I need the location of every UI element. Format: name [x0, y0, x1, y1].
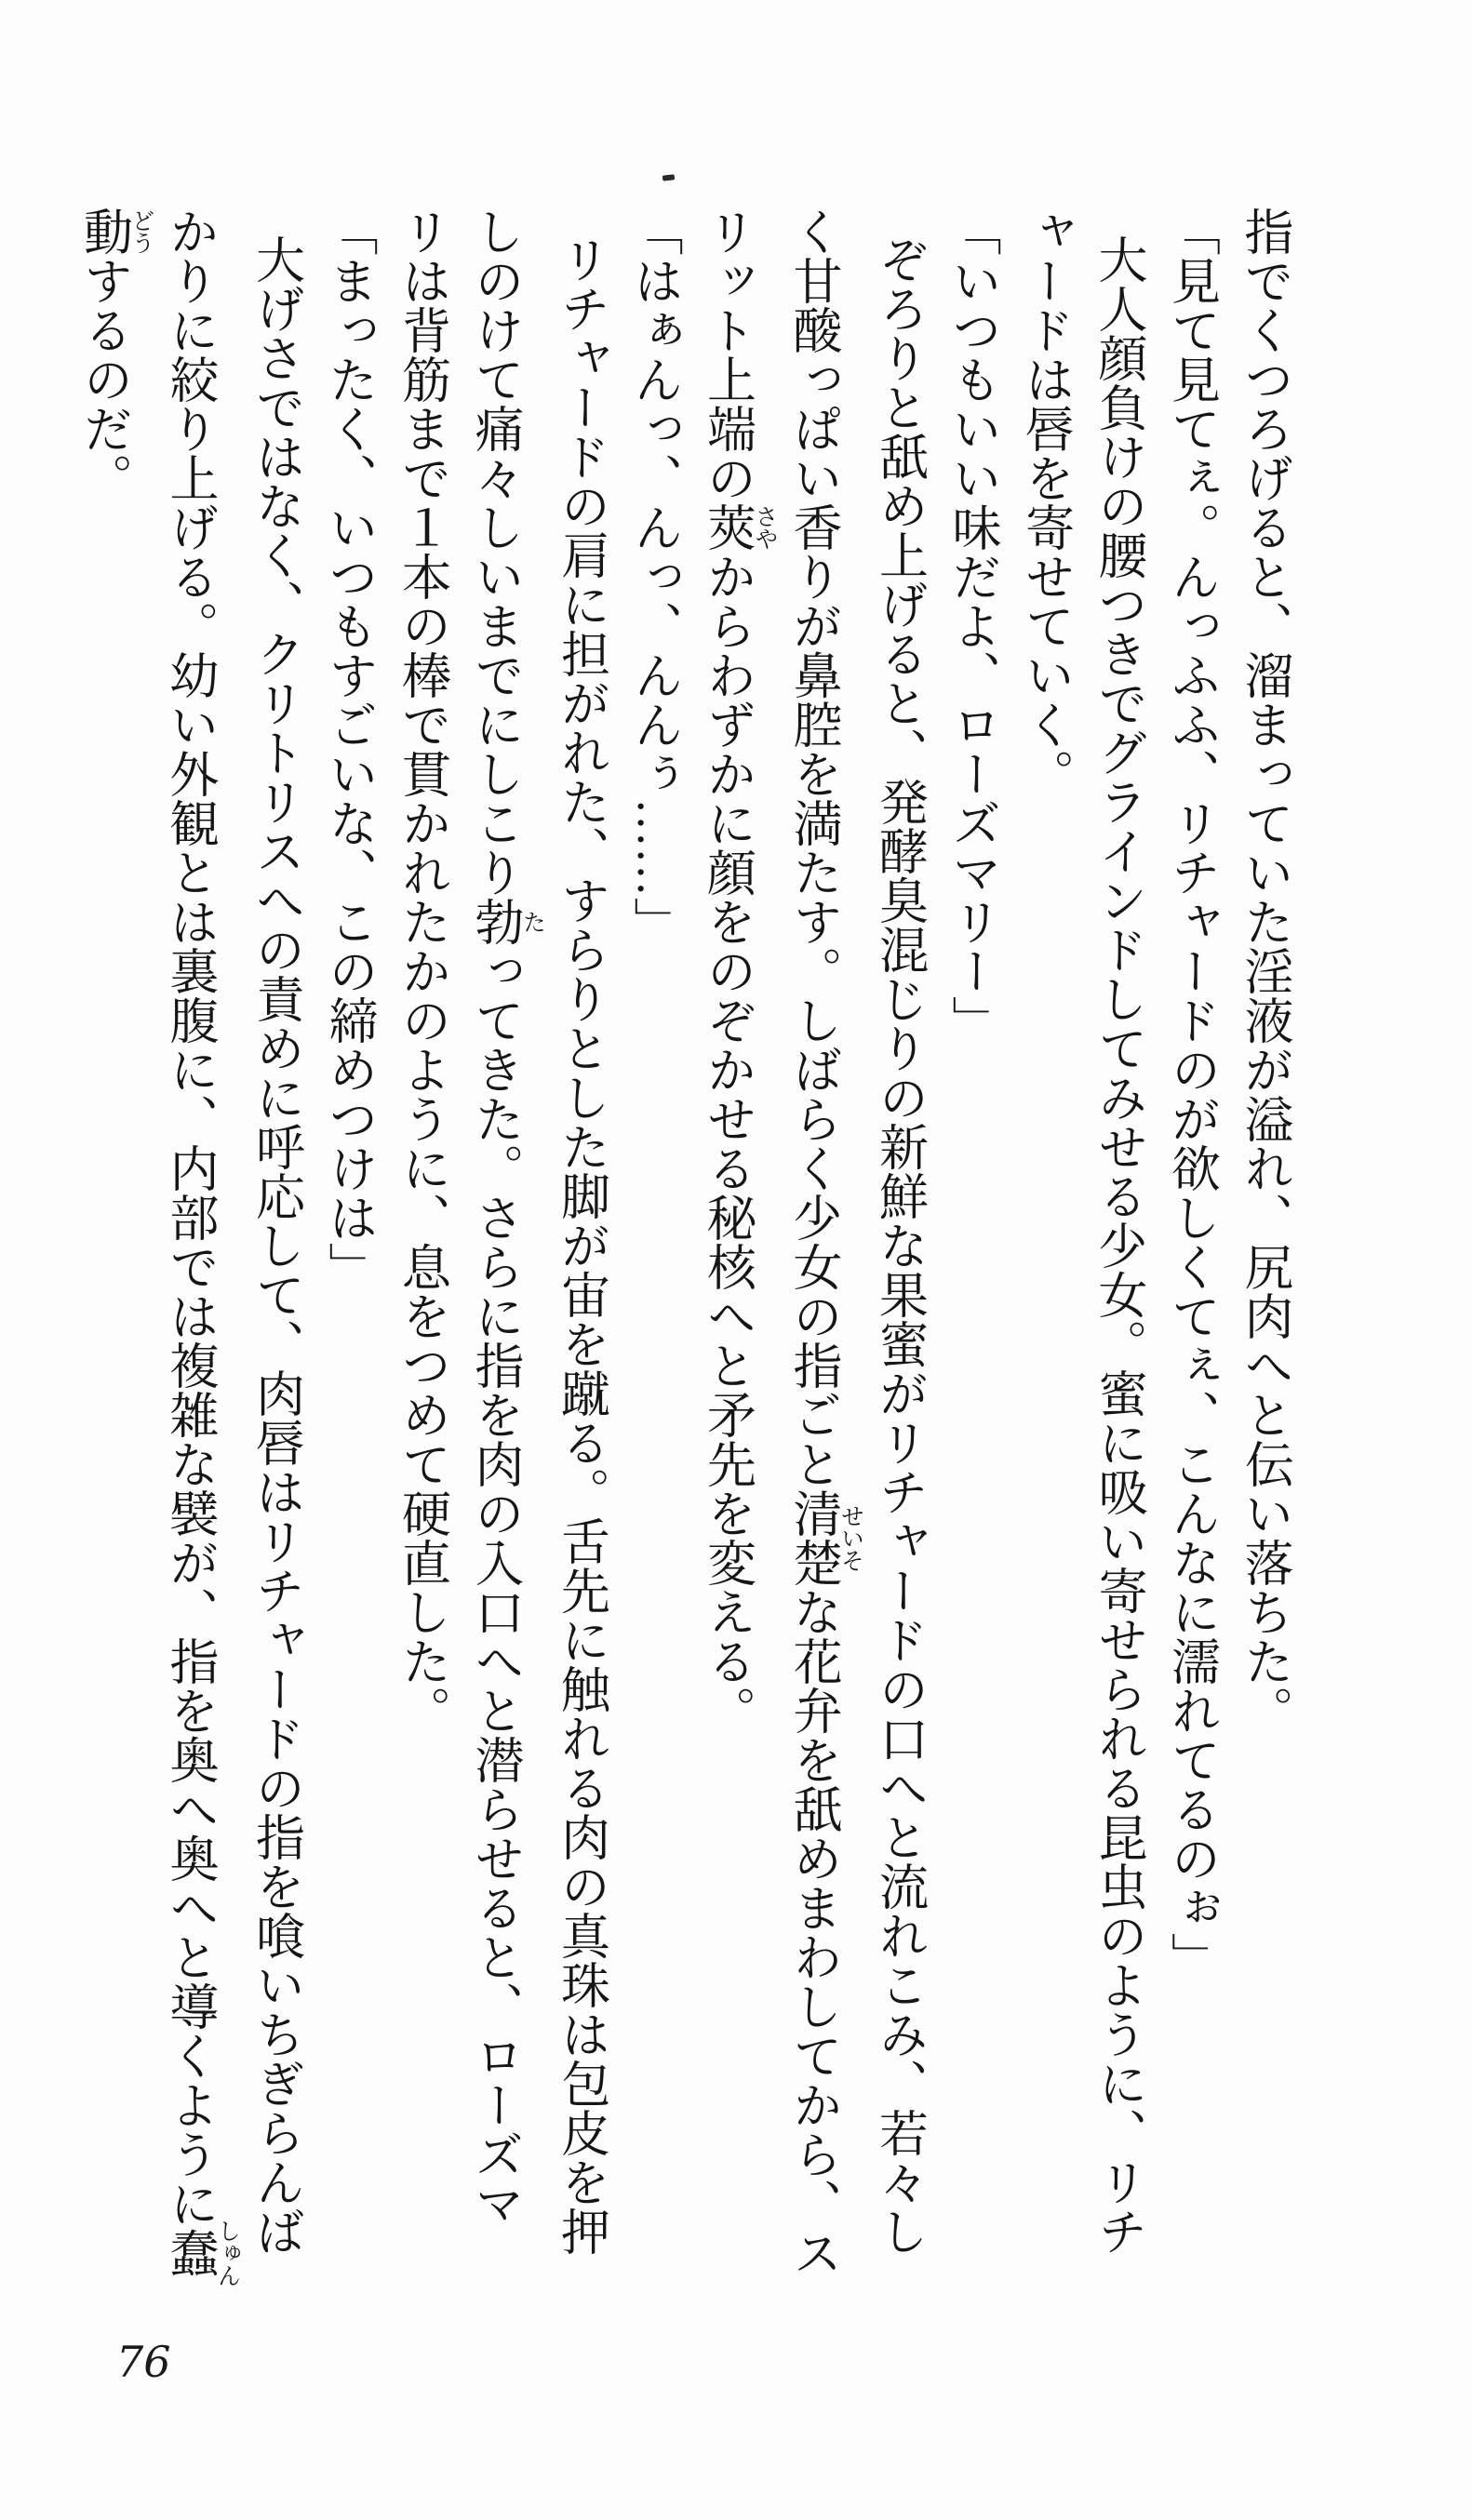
ink-speck: [662, 174, 676, 180]
ruby-annotated-word: 清楚せいそ: [786, 1488, 863, 1587]
text-column-9: 「はぁんっ、んっ、んんぅ……」: [627, 207, 681, 946]
ruby-annotated-word: 蠢しゅん: [163, 2219, 240, 2287]
text-column-7: く甘酸っぱい香りが鼻腔を満たす。しばらく少女の指ごと清楚せいそな花弁を舐めまわしてから、ス: [786, 207, 863, 2277]
text-column-12: リは背筋まで１本の棒で貫かれたかのように、息をつめて硬直した。: [395, 207, 449, 1735]
ruby-annotated-word: 莢さや: [700, 502, 777, 552]
text-column-8: リット上端の莢さやからわずかに顔をのぞかせる秘核へと矛先を変える。: [700, 207, 777, 1735]
vertical-text-block: [67, 207, 1301, 2287]
text-column-11: しのけて痛々しいまでにしこり勃たってきた。さらに指を肉の入口へと潜らせると、ローズマ: [468, 207, 545, 2228]
text-column-2: 「見て見てぇ。んっふふ、リチャードのが欲しくてぇ、こんなに濡れてるのぉ」: [1164, 207, 1219, 1981]
text-column-13: 「まったく、いつもすごいな、この締めつけは」: [322, 207, 376, 1291]
page-number: 76: [116, 2337, 171, 2387]
ruby-annotated-word: 動どう: [76, 207, 154, 256]
text-column-14: 大げさではなく、クリトリスへの責めに呼応して、肉唇はリチャードの指を喰いちぎらんば: [248, 234, 303, 2256]
text-column-5: 「いつもいい味だよ、ローズマリー」: [945, 207, 999, 1045]
text-column-10: リチャードの肩に担がれた、すらりとした脚が宙を蹴る。舌先に触れる肉の真珠は包皮を押: [554, 234, 609, 2256]
ruby-annotated-word: 勃た: [468, 897, 545, 946]
text-column-16: 動どうするのだ。: [76, 207, 154, 502]
text-column-3: 大人顔負けの腰つきでグラインドしてみせる少女。蜜に吸い寄せられる昆虫のように、リチ: [1091, 234, 1145, 2256]
text-column-4: ャードは唇を寄せていく。: [1018, 207, 1073, 798]
text-column-15: かりに絞り上げる。幼い外観とは裏腹に、内部では複雑な襞が、指を奥へ奥へと導くように蠢しゅん: [163, 207, 240, 2287]
text-column-1: 指でくつろげると、溜まっていた淫液が溢れ、尻肉へと伝い落ちた。: [1238, 207, 1291, 1735]
text-column-6: ぞろりと舐め上げると、発酵臭混じりの新鮮な果蜜がリチャードの口へと流れこみ、若々し: [872, 234, 927, 2256]
